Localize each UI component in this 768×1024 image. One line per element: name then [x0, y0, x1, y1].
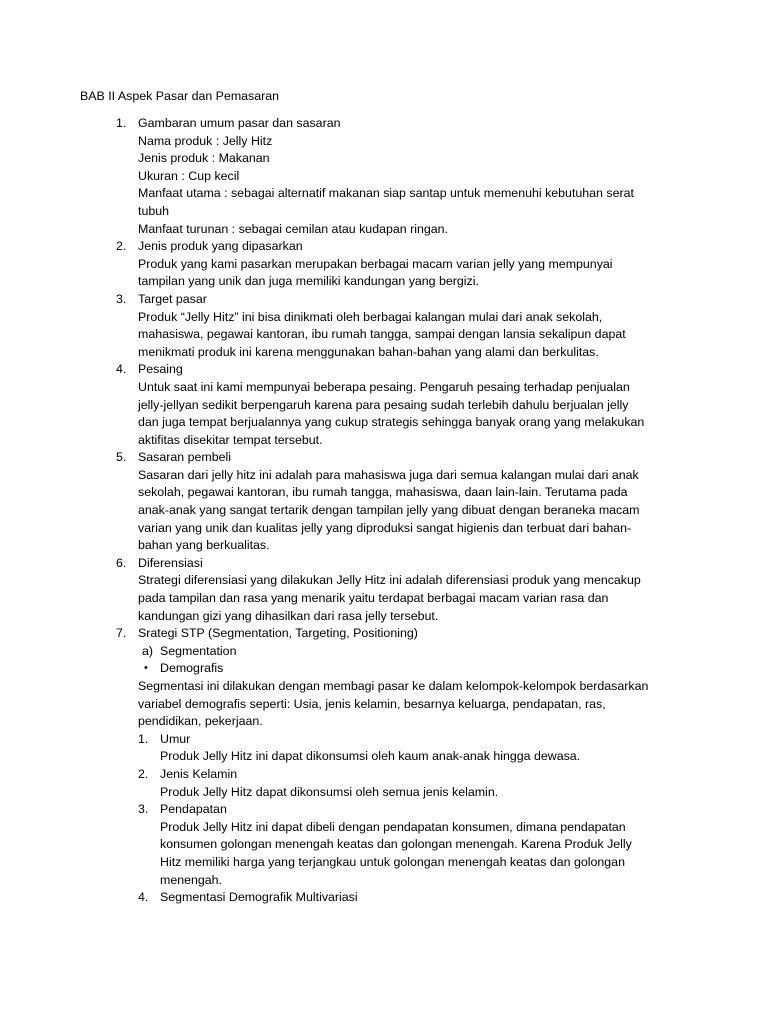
sub-item-mark: a) — [142, 643, 154, 658]
paragraph-line: Produk Jelly Hitz ini dapat dibeli dengan pendapatan konsumen, dimana pendapatan — [160, 819, 626, 834]
paragraph-line: aktifitas disekitar tempat tersebut. — [138, 432, 323, 447]
paragraph-line: anak-anak yang sangat tertarik dengan tampilan jelly yang dibuat dengan beraneka macam — [138, 503, 640, 518]
item-heading: Srategi STP (Segmentation, Targeting, Positioning) — [138, 626, 418, 641]
demographic-sub-item-3 — [138, 801, 680, 889]
paragraph-line: konsumen golongan menengah keatas dan golongan menengah. Karena Produk Jelly — [160, 837, 632, 852]
bullet-item — [80, 660, 680, 678]
paragraph-line: Produk Jelly Hitz dapat dikonsumsi oleh semua jenis kelamin. — [160, 784, 499, 799]
sub-item-heading: Jenis Kelamin — [160, 766, 238, 781]
numbered-list — [80, 115, 680, 907]
paragraph-line: tampilan yang unik dan juga memiliki kandungan yang bergizi. — [138, 274, 479, 289]
paragraph-line: Produk Jelly Hitz ini dapat dikonsumsi oleh kaum anak-anak hingga dewasa. — [160, 749, 581, 764]
demographic-sub-item-4 — [138, 889, 680, 907]
sub-item-number: 2. — [138, 766, 149, 781]
paragraph-line: mahasiswa, pegawai kantoran, ibu rumah tangga, sampai dengan lansia sekalipun dapat — [138, 327, 626, 342]
paragraph-line: Hitz memiliki harga yang terjangkau untuk golongan menengah keatas dan golongan — [160, 854, 625, 869]
paragraph-line: menengah. — [160, 872, 223, 887]
paragraph-line: Sasaran dari jelly hitz ini adalah para mahasiswa juga dari semua kalangan mulai dari anak — [138, 467, 639, 482]
sub-item-label: Segmentation — [160, 643, 237, 658]
item-number: 7. — [116, 626, 127, 641]
paragraph-line: pada tampilan dan rasa yang menarik yaitu terdapat berbagai macam varian rasa dan — [138, 591, 609, 606]
list-item-6 — [80, 555, 680, 625]
sub-item-number: 1. — [138, 731, 149, 746]
bullet-paragraph — [138, 678, 680, 731]
item-number: 6. — [116, 555, 127, 570]
paragraph-line: Manfaat turunan : sebagai cemilan atau kudapan ringan. — [138, 221, 448, 236]
paragraph-line: sekolah, pegawai kantoran, ibu rumah tangga, mahasiswa, daan lain-lain. Terutama pada — [138, 485, 628, 500]
paragraph-line: Produk “Jelly Hitz” ini bisa dinikmati oleh berbagai kalangan mulai dari anak sekolah, — [138, 309, 603, 324]
paragraph-line: Ukuran : Cup kecil — [138, 168, 240, 183]
item-heading: Diferensiasi — [138, 555, 203, 570]
sub-item-number: 4. — [138, 890, 149, 905]
paragraph-line: Jenis produk : Makanan — [138, 151, 270, 166]
item-number: 2. — [116, 239, 127, 254]
list-item-7 — [80, 625, 680, 907]
sub-item-a — [80, 643, 680, 661]
paragraph-line: Segmentasi ini dilakukan dengan membagi pasar ke dalam kelompok-kelompok berdasarkan — [138, 679, 649, 693]
sub-item-heading: Segmentasi Demografik Multivariasi — [160, 890, 358, 905]
paragraph-line: Manfaat utama : sebagai alternatif makanan siap santap untuk memenuhi kebutuhan serat — [138, 186, 634, 201]
item-heading: Jenis produk yang dipasarkan — [138, 239, 303, 254]
demographic-sub-item-1 — [138, 731, 680, 766]
bullet-label: Demografis — [160, 661, 224, 676]
paragraph-line: Untuk saat ini kami mempunyai beberapa pesaing. Pengaruh pesaing terhadap penjualan — [138, 379, 630, 394]
demographic-sub-item-2 — [138, 766, 680, 801]
item-number: 4. — [116, 362, 127, 377]
list-item-5 — [80, 449, 680, 555]
paragraph-line: pendidikan, pekerjaan. — [138, 714, 263, 729]
item-number: 3. — [116, 291, 127, 306]
paragraph-line: tubuh — [138, 203, 170, 218]
list-item-4 — [80, 361, 680, 449]
sub-item-number: 3. — [138, 802, 149, 817]
paragraph-line: menikmati produk ini karena menggunakan bahan-bahan yang alami dan berkulitas. — [138, 344, 599, 359]
paragraph-line: jelly-jellyan sedikit berpengaruh karena para pesaing sudah terlebih dahulu berjualan jelly — [138, 397, 629, 412]
list-item-3 — [80, 291, 680, 361]
paragraph-line: dan juga tempat berjualannya yang cukup strategis sehingga banyak orang yang melakukan — [138, 415, 645, 430]
sub-item-heading: Pendapatan — [160, 802, 227, 817]
paragraph-line: varian yang unik dan kualitas jelly yang diproduksi sangat higienis dan terbuat dari bahan- — [138, 520, 632, 535]
item-heading: Target pasar — [138, 291, 207, 306]
item-number: 1. — [116, 116, 127, 130]
chapter-title: BAB II Aspek Pasar dan Pemasaran — [80, 89, 280, 103]
item-heading: Gambaran umum pasar dan sasaran — [138, 116, 341, 130]
sub-item-heading: Umur — [160, 731, 191, 746]
bullet-mark: • — [144, 662, 148, 675]
paragraph-line: variabel demografis seperti: Usia, jenis kelamin, besarnya keluarga, pendapatan, ras, — [138, 696, 606, 711]
paragraph-line: Strategi diferensiasi yang dilakukan Jelly Hitz ini adalah diferensiasi produk yang mencakup — [138, 573, 641, 588]
item-heading: Pesaing — [138, 362, 183, 377]
paragraph-line: Nama produk : Jelly Hitz — [138, 133, 273, 148]
item-number: 5. — [116, 450, 127, 465]
paragraph-line: kandungan gizi yang dihasilkan dari rasa jelly tersebut. — [138, 608, 439, 623]
list-item-1 — [80, 115, 680, 238]
paragraph-line: Produk yang kami pasarkan merupakan berbagai macam varian jelly yang mempunyai — [138, 256, 613, 271]
item-heading: Sasaran pembeli — [138, 450, 231, 465]
list-item-2 — [80, 238, 680, 291]
paragraph-line: bahan yang berkualitas. — [138, 538, 270, 553]
